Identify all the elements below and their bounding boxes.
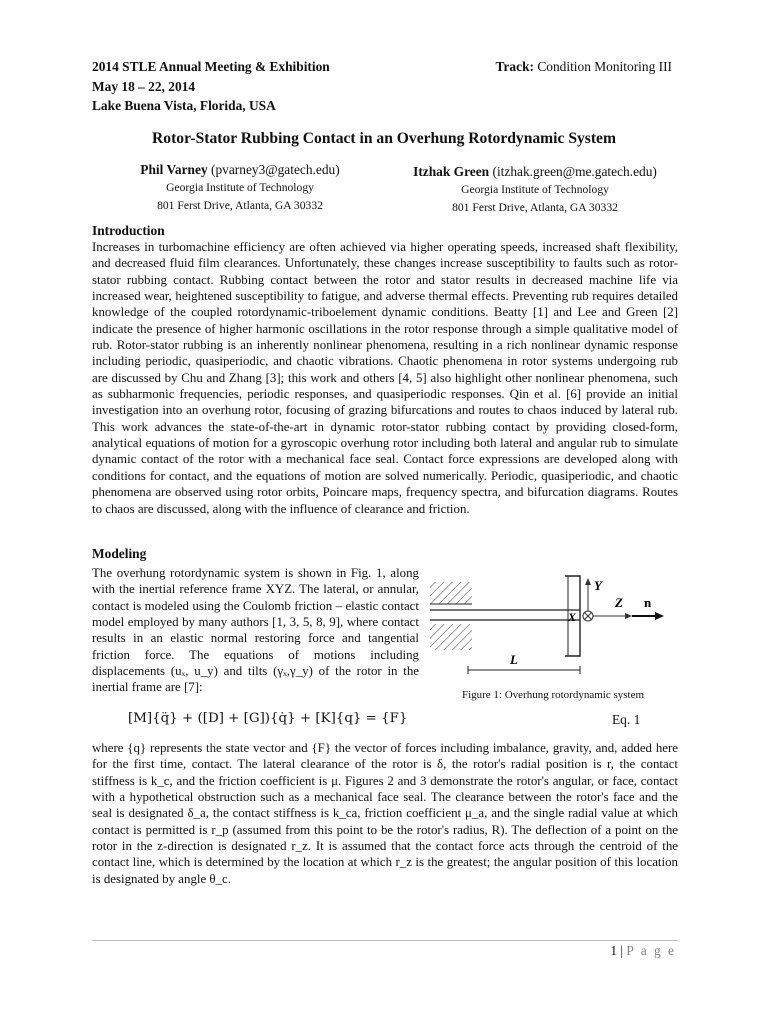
hatched-wall-lower — [430, 624, 472, 650]
modeling-paragraph-1: The overhung rotordynamic system is shown in Fig. 1, along with the inertial reference frame XYZ. The lateral, or annular, contact is modeled using the Coulomb friction – elastic contact model employed by many authors [1, 3, 5, 8, 9], where contact results in an elastic normal restoring force and tangential friction force. The equations of motions including displacements (uₓ, u_y) and tilts (γₓ,γ_y) of the rotor in the inertial frame are [7]: — [92, 566, 419, 695]
overhung-rotor-figure — [428, 572, 678, 682]
label-y: Y — [594, 578, 602, 593]
author-institution: Georgia Institute of Technology — [166, 181, 314, 194]
author-block-2 — [385, 163, 685, 217]
author-email: (pvarney3@gatech.edu) — [211, 162, 340, 177]
equation-label: Eq. 1 — [612, 712, 641, 727]
page-footer — [610, 943, 676, 959]
axis-z-arrowhead — [625, 613, 632, 619]
author-address: 801 Ferst Drive, Atlanta, GA 30332 — [452, 201, 618, 214]
label-x: X — [568, 610, 577, 624]
paper-title: Rotor-Stator Rubbing Contact in an Overhung Rotordynamic System — [152, 130, 616, 147]
author-name: Phil Varney — [140, 162, 208, 177]
axis-y-arrowhead — [585, 578, 591, 585]
label-l: L — [510, 652, 518, 667]
spin-arrowhead — [655, 612, 664, 620]
author-block-1 — [92, 161, 388, 215]
conference-location: Lake Buena Vista, Florida, USA — [92, 98, 276, 113]
footer-divider — [92, 940, 678, 941]
hatched-wall-upper — [430, 582, 472, 604]
track-info — [496, 59, 672, 75]
figure-caption: Figure 1: Overhung rotordynamic system — [461, 689, 645, 701]
track-label: Track: — [495, 59, 534, 74]
page-word: P a g e — [626, 943, 676, 958]
conference-dates: May 18 – 22, 2014 — [92, 78, 196, 94]
introduction-paragraph: Increases in turbomachine efficiency are often achieved via higher operating speeds, increased shaft flexibility, and decreased fluid film clearances. Unfortunately, these changes increase susceptibility to faults such as rotor-stator rubbing contact. Rubbing contact between the rotor and stator results in decreased machine life via increased wear, heightened susceptibility to fatigue, and adverse thermal effects. Preventing rub requires detailed knowledge of the coupled rotordynamic-triboelement dynamic conditions. Beatty [1] and Lee and Green [2] indicate the presence of higher harmonic oscillations in the rotor response through a simple qualitative model of rub. Rotor-stator rubbing is an inherently nonlinear phenomena, resulting in a rich nonlinear dynamic response including periodic, quasiperiodic, and chaotic vibrations. Chaotic phenomena in rotor systems undergoing rub are discussed by Chu and Zhang [3]; this work and others [4, 5] also highlight other nonlinear phenomena, such as subharmonic frequencies, periodic responses, and quasiperiodic responses. Qin et al. [6] provide an initial investigation into an overhung rotor, focusing of grazing bifurcations and routes to chaos induced by lateral rub. This work advances the state-of-the-art in dynamic rotor-stator rubbing contact by providing closed-form, analytical equations of motion for a gyroscopic overhung rotor including both lateral and angular rub to simulate dynamic contact of the rotor with a mechanical face seal. Contact force expressions are developed along with conditions for contact, and the equations of motion are solved numerically. Periodic, quasiperiodic, and chaotic phenomena are observed using rotor orbits, Poincare maps, frequency spectra, and bifurcation diagrams. Routes to chaos are discussed, along with the influence of clearance and friction. — [92, 240, 678, 516]
author-institution: Georgia Institute of Technology — [461, 183, 609, 196]
page-number: 1 — [610, 943, 618, 958]
track-value: Condition Monitoring III — [537, 59, 672, 74]
label-n: n — [644, 595, 652, 610]
author-address: 801 Ferst Drive, Atlanta, GA 30332 — [157, 199, 323, 212]
author-email: (itzhak.green@me.gatech.edu) — [492, 164, 657, 179]
introduction-heading: Introduction — [92, 223, 165, 238]
page-separator: | — [620, 943, 624, 958]
conference-info — [92, 57, 330, 116]
equation-1: [M]{q̈} + ([D] + [G]){q̇} + [K]{q} = {F} — [128, 711, 408, 726]
modeling-paragraph-2: where {q} represents the state vector and {F} the vector of forces including imbalance, gravity, and, added here for the first time, contact. The lateral clearance of the rotor is δ, the rotor's radial position is r, the contact stiffness is k_c, and the friction coefficient is μ. Figures 2 and 3 demonstrate the rotor's angular, or face, contact with a hypothetical obstruction such as a mechanical face seal. The clearance between the rotor's face and the seal is designated δ_a, the contact stiffness is k_ca, friction coefficient μ_a, and the single radial value at which contact is permitted is r_p (assumed from this point to be the rotor's radius, R). The deflection of a point on the rotor in the z-direction is designated r_z. It is assumed that the contact force acts through the centroid of the contact line, which is determined by the location at which r_z is the greatest; the angular position of this location is designated by angle θ_c. — [92, 741, 678, 886]
author-name: Itzhak Green — [413, 164, 490, 179]
label-z: Z — [615, 595, 623, 610]
conference-name: 2014 STLE Annual Meeting & Exhibition — [92, 59, 330, 74]
modeling-heading: Modeling — [92, 546, 147, 561]
